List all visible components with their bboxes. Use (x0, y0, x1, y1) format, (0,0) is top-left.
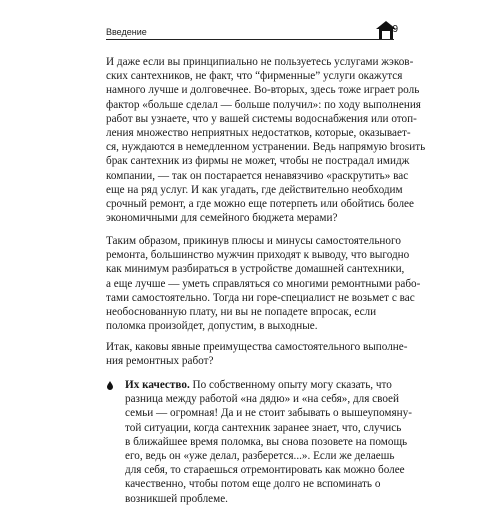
paragraph-line: еще на ряд услуг. И как угадать, где действительно необходим (106, 183, 403, 196)
paragraph-line: работ вы узнаете, что у вашей системы водоснабжения или отоп- (106, 112, 417, 125)
paragraph-line: а еще лучше — уметь справляться со многими ремонтными рабо- (106, 277, 421, 290)
paragraph-line: Таким образом, прикинув плюсы и минусы самостоятельного (106, 235, 401, 247)
paragraph-line: поломка произойдет, допустим, в выходные. (106, 320, 318, 333)
paragraph-line: намного лучше и долговечнее. Во-вторых, здесь тоже играет роль (106, 84, 420, 97)
bullet-text (125, 378, 412, 506)
paragraph-line: ления множество неприятных недостатков, которые, оказывает- (106, 126, 411, 139)
paragraph-line: срочный ремонт, а где можно еще потерпеть или обойтись более (106, 197, 414, 210)
paragraph-line: тами самостоятельно. Тогда ни горе-специалист не возьмет с вас (106, 291, 415, 304)
bullet-line: семьи — огромная! Да и не стоит забывать о вышеупомяну- (125, 407, 412, 420)
bullet-line: возникшей проблеме. (125, 492, 228, 505)
page-number-badge (374, 20, 398, 40)
bullet-line: для себя, то стараешься отремонтировать как можно более (125, 464, 405, 477)
section-title: Введение (106, 27, 147, 37)
running-head (106, 24, 398, 40)
bullet-drop-icon (106, 381, 114, 390)
page-number: 9 (392, 24, 398, 35)
paragraph-line: экономичными для семейного бюджета мерами? (106, 212, 338, 225)
bullet-line: той ситуации, когда сантехник заранее знает, что, случись (125, 421, 402, 434)
bullet-line: качественно, чтобы потом еще долго не вспоминать о (125, 478, 381, 491)
paragraph-line: Итак, каковы явные преимущества самостоятельного выполне- (106, 341, 408, 353)
paragraph-line: И даже если вы принципиально не пользуетесь услугами жэков- (106, 56, 414, 68)
bullet-item-quality (106, 378, 412, 508)
bullet-line: в ближайшее время поломка, вы снова позовете на помощь (125, 435, 408, 448)
bullet-title: Их качество. (125, 379, 190, 391)
paragraph-2 (106, 234, 421, 333)
paragraph-3 (106, 340, 408, 368)
paragraph-line: как минимум разбираться в устройстве домашней сантехники, (106, 263, 405, 276)
paragraph-line: фактор «больше сделал — больше получил»: по ходу выполнения (106, 98, 421, 111)
paragraph-line: ся, нуждаются в немедленном устранении. Ведь напрямую brosить (106, 141, 426, 154)
paragraph-line: ния ремонтных работ? (106, 355, 214, 368)
paragraph-line: ремонта, большинство мужчин приходят к выводу, что выгодно (106, 249, 410, 262)
paragraph-line: необоснованную плату, ни вы не попадете впросак, если (106, 305, 377, 318)
bullet-line: разница между работой «на дядю» и «на себя», для своей (125, 393, 400, 406)
paragraph-1 (106, 55, 426, 225)
bullet-line: По собственному опыту могу сказать, что (189, 379, 392, 391)
paragraph-line: ских сантехников, не факт, что “фирменные” услуги окажутся (106, 70, 403, 83)
paragraph-line: брак сантехник из фирмы не может, чтобы не пострадал имидж (106, 155, 410, 168)
bullet-line: его, ведь он «уже делал, разберется...». Если же делаешь (125, 449, 395, 462)
paragraph-line: компании, — так он постарается ненавязчиво «раскрутить» вас (106, 169, 409, 182)
